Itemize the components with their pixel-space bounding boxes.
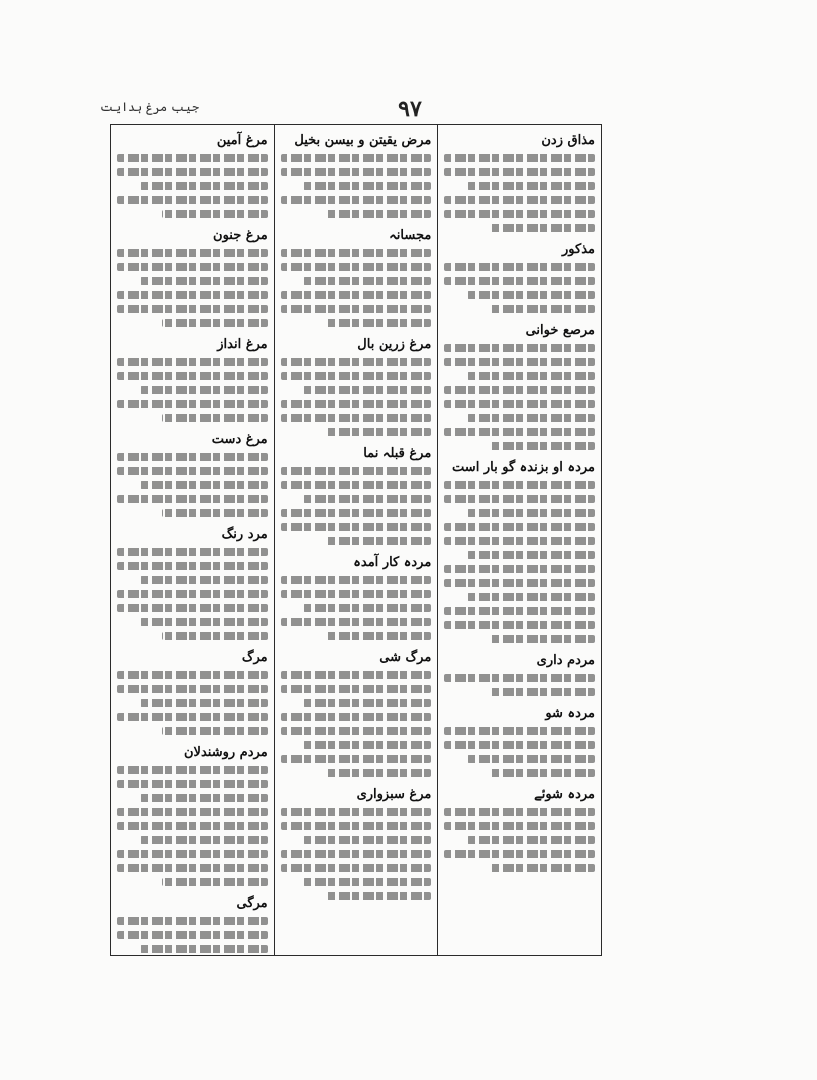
text-line — [117, 400, 268, 408]
text-line — [490, 864, 595, 872]
text-line — [444, 850, 595, 858]
text-line — [117, 822, 268, 830]
text-line — [162, 632, 267, 640]
entry-headword: مجسانہ — [389, 228, 432, 243]
text-line — [117, 780, 268, 788]
text-line — [490, 688, 595, 696]
text-line — [117, 604, 268, 612]
entry-headword: مرغ زرین بال — [357, 337, 432, 352]
entry — [117, 896, 268, 955]
entry-headword: مردم داری — [536, 653, 595, 668]
text-line — [117, 713, 268, 721]
text-line — [281, 249, 432, 257]
entry — [281, 133, 432, 218]
text-line — [281, 291, 432, 299]
text-line — [281, 755, 432, 763]
text-line — [444, 674, 595, 682]
entry-headword: مردہ کار آمدہ — [353, 555, 432, 570]
text-line — [140, 386, 268, 394]
text-line — [117, 808, 268, 816]
text-line — [117, 249, 268, 257]
text-line — [281, 618, 432, 626]
text-line — [117, 154, 268, 162]
text-line — [117, 766, 268, 774]
text-line — [444, 344, 595, 352]
entry-headword: مرغ آمین — [216, 133, 268, 148]
text-line — [444, 822, 595, 830]
text-line — [117, 562, 268, 570]
text-line — [303, 386, 431, 394]
text-line — [140, 481, 268, 489]
text-line — [140, 699, 268, 707]
three-column-frame — [110, 124, 602, 956]
text-line — [444, 579, 595, 587]
text-line — [140, 182, 268, 190]
text-line — [281, 576, 432, 584]
entry — [444, 460, 595, 643]
text-line — [281, 168, 432, 176]
text-line — [140, 836, 268, 844]
text-line — [117, 372, 268, 380]
entry — [444, 242, 595, 313]
text-line — [326, 319, 431, 327]
text-line — [117, 495, 268, 503]
text-line — [117, 168, 268, 176]
text-line — [444, 607, 595, 615]
entry — [117, 745, 268, 886]
entry-headword: مردم روشندلان — [184, 745, 268, 760]
entry — [444, 323, 595, 450]
text-line — [162, 878, 267, 886]
text-line — [444, 277, 595, 285]
entry-headword: مرگی — [236, 896, 268, 911]
text-line — [281, 154, 432, 162]
entry — [281, 650, 432, 777]
text-line — [467, 551, 595, 559]
text-line — [490, 635, 595, 643]
text-line — [281, 850, 432, 858]
text-line — [467, 414, 595, 422]
entry — [117, 133, 268, 218]
column-right — [437, 125, 601, 955]
text-line — [303, 699, 431, 707]
text-line — [117, 590, 268, 598]
text-line — [467, 509, 595, 517]
entry — [444, 653, 595, 696]
text-line — [444, 386, 595, 394]
entry-headword: مرغ انداز — [217, 337, 268, 352]
entry — [117, 228, 268, 327]
text-line — [140, 794, 268, 802]
text-line — [162, 727, 267, 735]
text-line — [281, 822, 432, 830]
text-line — [490, 224, 595, 232]
entry-headword: مرصع خوانی — [525, 323, 595, 338]
text-line — [326, 632, 431, 640]
text-line — [467, 755, 595, 763]
text-line — [117, 917, 268, 925]
text-line — [444, 621, 595, 629]
text-line — [444, 358, 595, 366]
entry-headword: مرگ شی — [379, 650, 432, 665]
entry-headword: مرغ سبزواری — [356, 787, 432, 802]
text-line — [467, 593, 595, 601]
text-line — [444, 196, 595, 204]
text-line — [140, 277, 268, 285]
text-line — [303, 836, 431, 844]
text-line — [444, 741, 595, 749]
text-line — [117, 467, 268, 475]
text-line — [281, 400, 432, 408]
text-line — [140, 618, 268, 626]
page-number: ۹۷ — [398, 96, 422, 122]
entry — [281, 337, 432, 436]
entry-headword: مذکور — [562, 242, 595, 257]
text-line — [117, 263, 268, 271]
entry-headword: مرگ — [241, 650, 268, 665]
text-line — [281, 713, 432, 721]
text-line — [117, 850, 268, 858]
text-line — [281, 372, 432, 380]
entry — [281, 787, 432, 900]
text-line — [117, 358, 268, 366]
text-line — [281, 414, 432, 422]
text-line — [326, 769, 431, 777]
text-line — [140, 576, 268, 584]
entry-headword: مرض یقیتن و بیسن بخیل — [294, 133, 432, 148]
entry — [281, 228, 432, 327]
entry-headword: مذاق زدن — [541, 133, 595, 148]
text-line — [117, 685, 268, 693]
text-line — [281, 864, 432, 872]
running-head: جیب مرغ ہدایت — [100, 100, 200, 114]
text-line — [162, 414, 267, 422]
text-line — [326, 537, 431, 545]
page-header — [100, 96, 720, 126]
entry-headword: مرغ قبلہ نما — [363, 446, 432, 461]
text-line — [117, 671, 268, 679]
text-line — [303, 878, 431, 886]
text-line — [326, 892, 431, 900]
entry-headword: مردہ شوئے — [534, 787, 595, 802]
entry — [444, 787, 595, 872]
text-line — [444, 523, 595, 531]
entry — [444, 133, 595, 232]
text-line — [281, 727, 432, 735]
text-line — [467, 291, 595, 299]
text-line — [444, 428, 595, 436]
text-line — [444, 495, 595, 503]
entry — [281, 555, 432, 640]
text-line — [467, 182, 595, 190]
text-line — [281, 808, 432, 816]
text-line — [444, 808, 595, 816]
text-line — [281, 467, 432, 475]
entry — [444, 706, 595, 777]
text-line — [281, 196, 432, 204]
text-line — [117, 305, 268, 313]
text-line — [162, 509, 267, 517]
text-line — [444, 263, 595, 271]
text-line — [281, 590, 432, 598]
text-line — [281, 523, 432, 531]
text-line — [281, 305, 432, 313]
entry-headword: مرد رنگ — [221, 527, 268, 542]
text-line — [444, 481, 595, 489]
entry — [117, 650, 268, 735]
text-line — [326, 210, 431, 218]
text-line — [303, 741, 431, 749]
text-line — [467, 836, 595, 844]
text-line — [140, 945, 268, 953]
text-line — [117, 548, 268, 556]
text-line — [303, 604, 431, 612]
text-line — [490, 305, 595, 313]
text-line — [490, 442, 595, 450]
text-line — [490, 769, 595, 777]
text-line — [444, 565, 595, 573]
text-line — [281, 685, 432, 693]
text-line — [444, 400, 595, 408]
text-line — [467, 372, 595, 380]
text-line — [303, 277, 431, 285]
text-line — [444, 168, 595, 176]
text-line — [444, 537, 595, 545]
entry-headword: مردہ او بزندہ گو بار است — [452, 460, 595, 475]
text-line — [162, 210, 267, 218]
column-middle — [274, 125, 438, 955]
entry-headword: مردہ شو — [545, 706, 595, 721]
entry — [117, 337, 268, 422]
text-line — [444, 154, 595, 162]
text-line — [303, 182, 431, 190]
text-line — [117, 453, 268, 461]
text-line — [281, 263, 432, 271]
text-line — [281, 671, 432, 679]
text-line — [281, 509, 432, 517]
text-line — [117, 291, 268, 299]
text-line — [281, 481, 432, 489]
text-line — [326, 428, 431, 436]
text-line — [444, 210, 595, 218]
text-line — [162, 319, 267, 327]
entry — [117, 432, 268, 517]
entry — [117, 527, 268, 640]
entry-headword: مرغ جنون — [213, 228, 268, 243]
text-line — [444, 727, 595, 735]
text-line — [117, 196, 268, 204]
text-line — [117, 931, 268, 939]
entry-headword: مرغ دست — [211, 432, 268, 447]
entry — [281, 446, 432, 545]
column-left — [111, 125, 274, 955]
text-line — [117, 864, 268, 872]
text-line — [303, 495, 431, 503]
text-line — [281, 358, 432, 366]
